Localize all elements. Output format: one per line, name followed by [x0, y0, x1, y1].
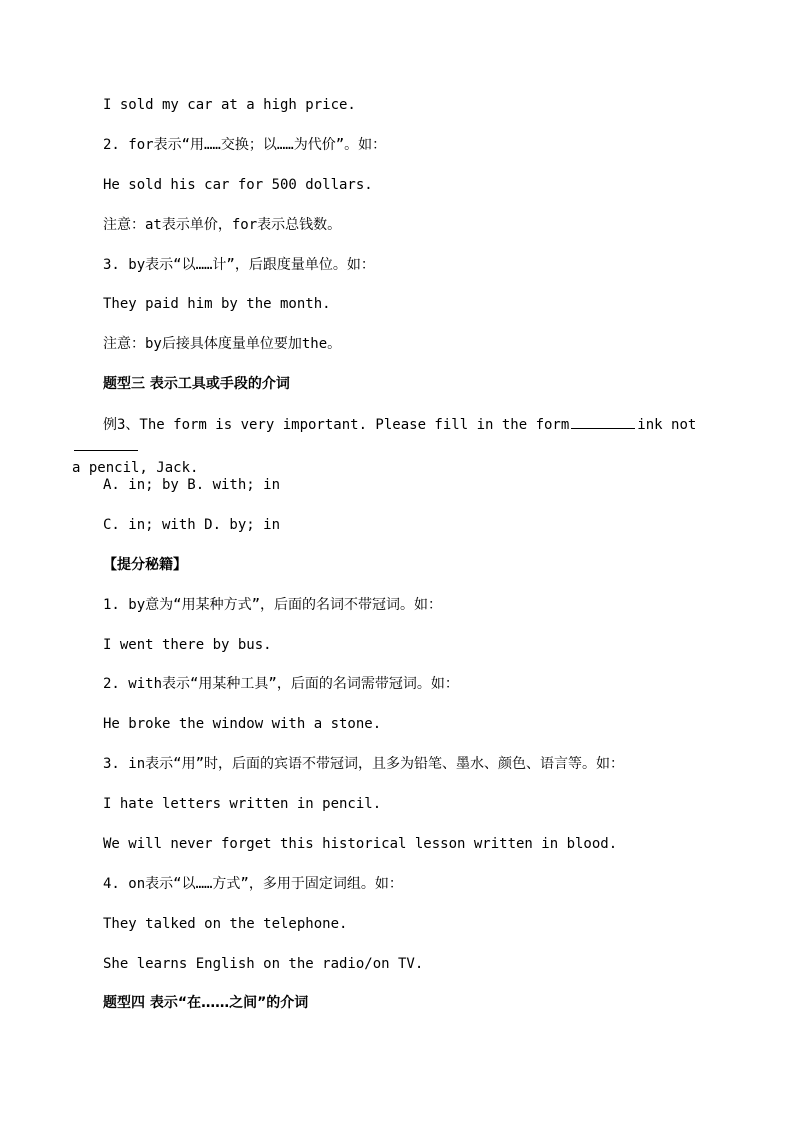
example-sentence-by-month: They paid him by the month.: [103, 296, 331, 312]
tips-heading: 【提分秘籍】: [103, 557, 187, 573]
rule-for: 2. for表示“用……交换；以……为代价”。如：: [103, 137, 387, 153]
rule-with-tool: 2. with表示“用某种工具”，后面的名词需带冠词。如：: [103, 676, 459, 692]
example-sentence-with-stone: He broke the window with a stone.: [103, 716, 382, 732]
question-3-text-start: 例3、The form is very important. Please fill in the form: [103, 417, 570, 433]
section-heading-type-three: 题型三 表示工具或手段的介词: [103, 376, 290, 392]
rule-by-method: 1. by意为“用某种方式”，后面的名词不带冠词。如：: [103, 597, 442, 613]
example-sentence-at: I sold my car at a high price.: [103, 97, 356, 113]
example-sentence-by-bus: I went there by bus.: [103, 637, 272, 653]
example-sentence-on-radio: She learns English on the radio/on TV.: [103, 956, 424, 972]
question-3-text-end: a pencil, Jack.: [72, 460, 199, 476]
note-at-for: 注意：at表示单价，for表示总钱数。: [103, 217, 342, 233]
note-by-the: 注意：by后接具体度量单位要加the。: [103, 336, 342, 352]
question-3-text-middle: ink not: [637, 417, 697, 433]
example-sentence-in-pencil: I hate letters written in pencil.: [103, 796, 382, 812]
answer-blank-2: [74, 436, 138, 451]
example-question-3: [72, 414, 724, 479]
example-sentence-for: He sold his car for 500 dollars.: [103, 177, 373, 193]
section-heading-type-four: 题型四 表示“在……之间”的介词: [103, 995, 309, 1011]
example-sentence-on-telephone: They talked on the telephone.: [103, 916, 348, 932]
options-a-b: A. in; by B. with; in: [103, 477, 281, 493]
rule-on-way: 4. on表示“以……方式”，多用于固定词组。如：: [103, 876, 403, 892]
rule-in-material: 3. in表示“用”时，后面的宾语不带冠词，且多为铅笔、墨水、颜色、语言等。如：: [103, 756, 624, 772]
rule-by-measure: 3. by表示“以……计”，后跟度量单位。如：: [103, 257, 375, 273]
answer-blank-1: [571, 414, 635, 429]
example-sentence-in-blood: We will never forget this historical lesson written in blood.: [103, 836, 618, 852]
options-c-d: C. in; with D. by; in: [103, 517, 281, 533]
